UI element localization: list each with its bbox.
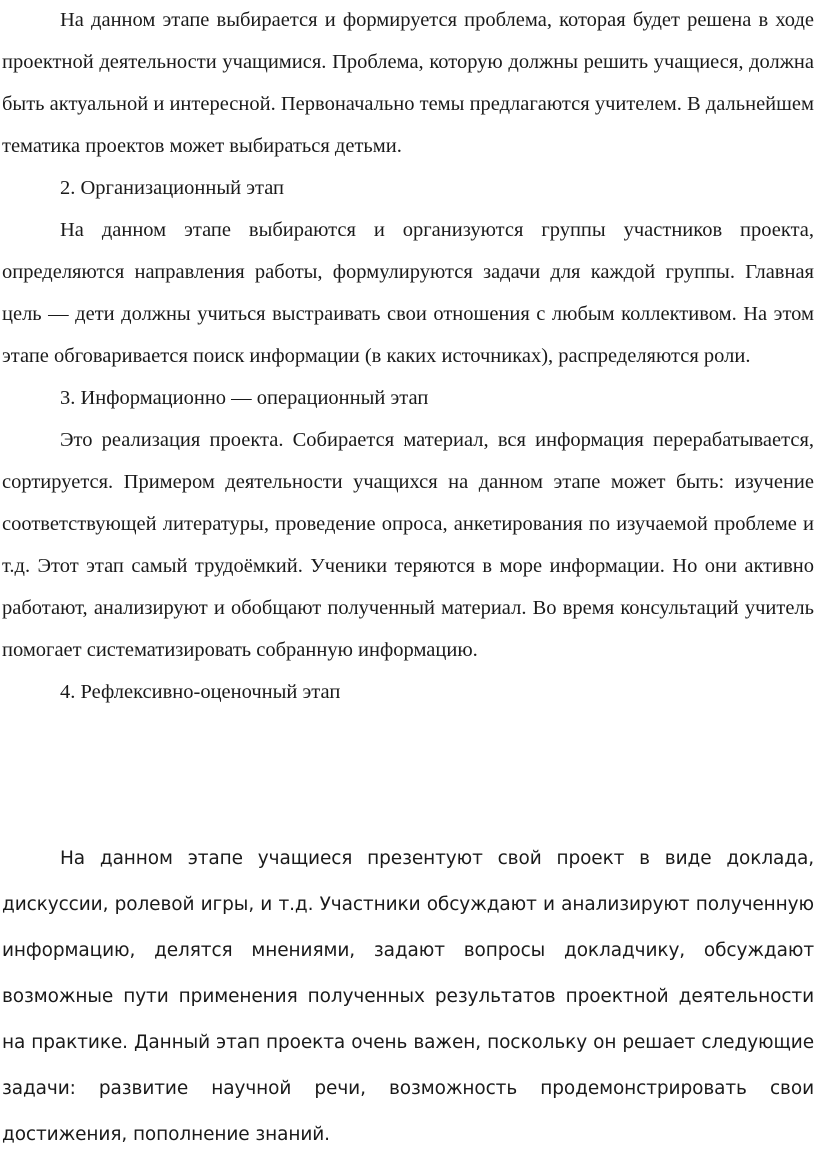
- serif-text-block: [2, 0, 814, 713]
- paragraph-organizational-stage: На данном этапе выбираются и организуются группы участников проекта, определяются направления работы, формулируются задачи для каждой группы. Главная цель — дети должны учиться выстраивать свои отношения с любым коллективом. На этом этапе обговаривается поиск информации (в каких источниках), распределяются роли.: [2, 219, 814, 367]
- sans-text-block: [2, 836, 814, 1158]
- heading-reflexive-evaluative-stage: 4. Рефлексивно-оценочный этап: [60, 681, 341, 703]
- paragraph-information-operational-stage: Это реализация проекта. Собирается материал, вся информация перерабатывается, сортируется. Примером деятельности учащихся на данном этапе может быть: изучение соответствующей литературы, проведение опроса, анкетирования по изучаемой проблеме и т.д. Этот этап самый трудоёмкий. Ученики теряются в море информации. Но они активно работают, анализируют и обобщают полученный материал. Во время консультаций учитель помогает систематизировать собранную информацию.: [2, 429, 814, 661]
- paragraph-stage-1-description: На данном этапе выбирается и формируется проблема, которая будет решена в ходе проектной деятельности учащимися. Проблема, которую должны решить учащиеся, должна быть актуальной и интересной. Первоначально темы предлагаются учителем. В дальнейшем тематика проектов может выбираться детьми.: [2, 9, 814, 157]
- paragraph-reflexive-evaluative-stage: На данном этапе учащиеся презентуют свой проект в виде доклада, дискуссии, ролевой игры, и т.д. Участники обсуждают и анализируют полученную информацию, делятся мнениями, задают вопросы докладчику, обсуждают возможные пути применения полученных результатов проектной деятельности на практике. Данный этап проекта очень важен, поскольку он решает следующие задачи: развитие научной речи, возможность продемонстрировать свои достижения, пополнение знаний.: [2, 848, 814, 1145]
- heading-information-operational-stage: 3. Информационно — операционный этап: [60, 387, 429, 409]
- heading-organizational-stage: 2. Организационный этап: [60, 177, 285, 199]
